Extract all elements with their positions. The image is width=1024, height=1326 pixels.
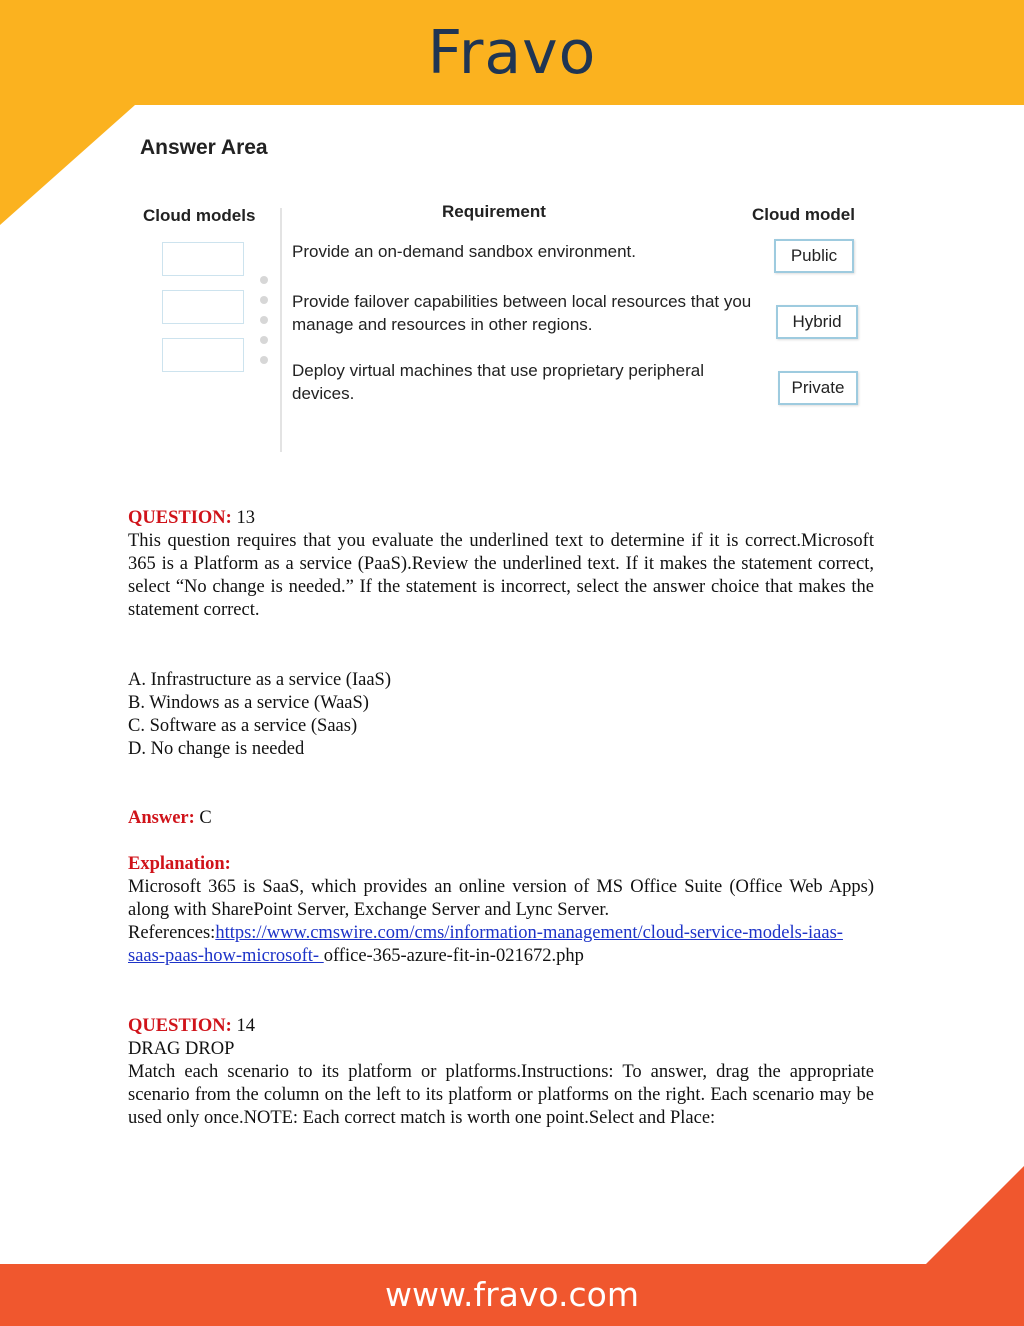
- requirement-header: Requirement: [442, 202, 546, 221]
- question-14-body: Match each scenario to its platform or platforms.Instructions: To answer, drag the appropriate scenario from the column on the left to its platform or platforms on the right. Each scenario may be used only once.NOTE: Each correct match is worth one point.Select and Place:: [128, 1062, 874, 1128]
- answer-area: [128, 130, 888, 470]
- question-14-heading: [128, 1015, 874, 1038]
- source-slot-1[interactable]: [162, 242, 244, 276]
- requirement-1: Provide an on-demand sandbox environment.: [292, 242, 636, 261]
- reference-link[interactable]: https://www.cmswire.com/cms/information-management/cloud-service-models-iaas-saas-paas-how-microsoft-: [128, 923, 843, 966]
- requirement-3: Deploy virtual machines that use proprietary peripheral devices.: [292, 361, 704, 403]
- option-b[interactable]: B. Windows as a service (WaaS): [128, 693, 369, 713]
- answer-value: C: [199, 808, 212, 828]
- footer-url[interactable]: www.fravo.com: [385, 1275, 639, 1314]
- source-slot-3[interactable]: [162, 338, 244, 372]
- explanation-label: Explanation:: [128, 854, 231, 874]
- cloud-model-header: Cloud model: [752, 205, 855, 224]
- question-13-heading: [128, 507, 874, 530]
- answer-line: [128, 807, 874, 830]
- option-c[interactable]: C. Software as a service (Saas): [128, 716, 358, 736]
- references-label: References:: [128, 923, 216, 943]
- question-label: QUESTION:: [128, 1016, 232, 1036]
- explanation-block: [128, 853, 874, 968]
- question-13-options: [128, 669, 874, 761]
- option-a[interactable]: A. Infrastructure as a service (IaaS): [128, 670, 391, 690]
- reference-tail: office-365-azure-fit-in-021672.php: [323, 946, 584, 966]
- fravo-logo: Fravo: [427, 18, 597, 88]
- footer-corner-accent: [924, 1166, 1024, 1266]
- answer-label: Answer:: [128, 808, 195, 828]
- question-number: 14: [236, 1016, 255, 1036]
- references-line: [128, 922, 874, 968]
- model-private[interactable]: Private: [778, 371, 858, 405]
- model-public[interactable]: Public: [774, 239, 854, 273]
- question-label: QUESTION:: [128, 508, 232, 528]
- source-slot-2[interactable]: [162, 290, 244, 324]
- question-14: [128, 1015, 874, 1130]
- option-d[interactable]: D. No change is needed: [128, 739, 305, 759]
- answer-area-title: Answer Area: [140, 136, 268, 159]
- question-13: [128, 507, 874, 622]
- question-number: 13: [236, 508, 255, 528]
- cloud-models-header: Cloud models: [143, 206, 256, 225]
- column-divider: [280, 208, 282, 452]
- model-hybrid[interactable]: Hybrid: [776, 305, 858, 339]
- requirement-2: Provide failover capabilities between local resources that you manage and resources in other regions.: [292, 292, 752, 334]
- explanation-text: Microsoft 365 is SaaS, which provides an online version of MS Office Suite (Office Web Apps) along with SharePoint Server, Exchange Server and Lync Server.: [128, 877, 874, 920]
- question-14-type: DRAG DROP: [128, 1039, 235, 1059]
- question-13-body: This question requires that you evaluate the underlined text to determine if it is correct.Microsoft 365 is a Platform as a service (PaaS).Review the underlined text. If it makes the statement correct, select “No change is needed.” If the statement is incorrect, select the answer choice that makes the statement correct.: [128, 531, 874, 620]
- drag-handle[interactable]: [260, 276, 270, 376]
